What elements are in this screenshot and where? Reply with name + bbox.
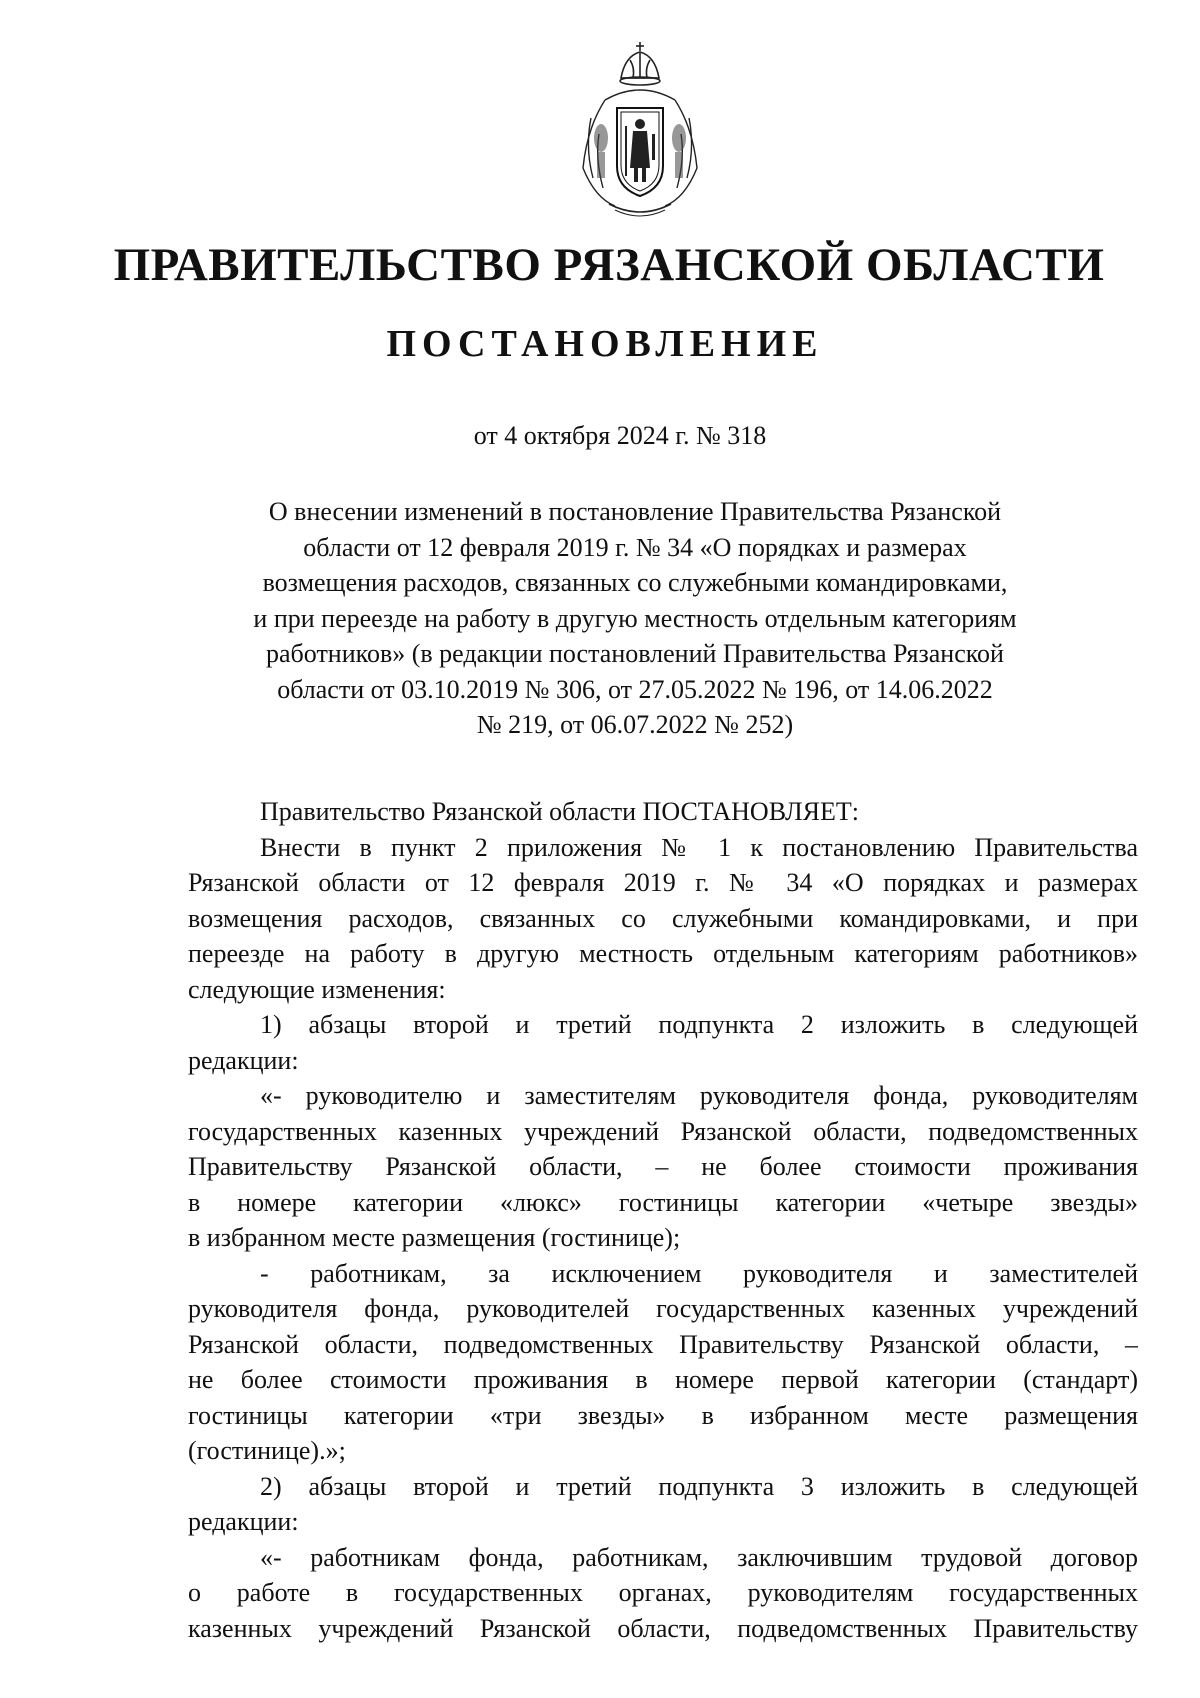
body-line: 2) абзацы второй и третий подпункта 3 изложить в следующей bbox=[260, 1471, 1138, 1501]
subject-line: работников» (в редакции постановлений Правительства Рязанской bbox=[266, 639, 1004, 668]
body-line: - работникам, за исключением руководителя и заместителей bbox=[260, 1258, 1138, 1288]
coat-of-arms-emblem bbox=[565, 38, 715, 222]
document-subject bbox=[240, 494, 1030, 743]
body-line: руководителя фонда, руководителей государственных казенных учреждений bbox=[188, 1294, 1138, 1323]
body-line: о работе в государственных органах, руководителям государственных bbox=[188, 1578, 1138, 1607]
body-line: Правительство Рязанской области ПОСТАНОВЛЯЕТ: bbox=[260, 797, 860, 826]
document-date-number: от 4 октября 2024 г. № 318 bbox=[473, 421, 767, 450]
body-line: Внести в пункт 2 приложения № 1 к постановлению Правительства bbox=[260, 832, 1138, 862]
subject-line: возмещения расходов, связанных со служебными командировками, bbox=[262, 568, 1008, 597]
body-line: в номере категории «люкс» гостиницы категории «четыре звезды» bbox=[188, 1187, 1138, 1217]
body-line: редакции: bbox=[188, 1507, 299, 1536]
subject-line: и при переезде на работу в другую местность отдельным категориям bbox=[253, 603, 1017, 633]
subject-line: № 219, от 06.07.2022 № 252) bbox=[476, 710, 794, 739]
body-line: в избранном месте размещения (гостинице); bbox=[188, 1223, 681, 1252]
body-line: гостиницы категории «три звезды» в избранном месте размещения bbox=[188, 1400, 1138, 1430]
body-line: переезде на работу в другую местность отдельным категориям работников» bbox=[188, 939, 1138, 968]
subject-line: области от 03.10.2019 № 306, от 27.05.2022 № 196, от 14.06.2022 bbox=[277, 674, 993, 704]
subject-line: О внесении изменений в постановление Правительства Рязанской bbox=[268, 497, 1002, 526]
body-line: Правительству Рязанской области, – не более стоимости проживания bbox=[188, 1152, 1138, 1181]
body-line: государственных казенных учреждений Рязанской области, подведомственных bbox=[188, 1116, 1138, 1146]
body-line: Рязанской области, подведомственных Правительству Рязанской области, – bbox=[188, 1329, 1138, 1359]
organization-title: ПРАВИТЕЛЬСТВО РЯЗАНСКОЙ ОБЛАСТИ bbox=[113, 239, 1105, 291]
body-line: не более стоимости проживания в номере первой категории (стандарт) bbox=[188, 1365, 1138, 1394]
body-line: редакции: bbox=[188, 1045, 299, 1075]
body-line: «- руководителю и заместителям руководителя фонда, руководителям bbox=[260, 1081, 1138, 1110]
subject-line: области от 12 февраля 2019 г. № 34 «О порядках и размерах bbox=[303, 532, 967, 562]
body-line: Рязанской области от 12 февраля 2019 г. № 34 «О порядках и размерах bbox=[188, 868, 1138, 897]
body-line: «- работникам фонда, работникам, заключившим трудовой договор bbox=[260, 1542, 1138, 1572]
document-type: ПОСТАНОВЛЕНИЕ bbox=[386, 323, 824, 365]
body-line: (гостинице).»; bbox=[188, 1436, 346, 1465]
body-line: казенных учреждений Рязанской области, подведомственных Правительству bbox=[188, 1613, 1138, 1643]
document-body bbox=[188, 794, 1138, 1646]
body-line: 1) абзацы второй и третий подпункта 2 изложить в следующей bbox=[260, 1010, 1138, 1039]
body-line: возмещения расходов, связанных со служебными командировками, и при bbox=[188, 903, 1138, 933]
body-line: следующие изменения: bbox=[188, 974, 446, 1004]
